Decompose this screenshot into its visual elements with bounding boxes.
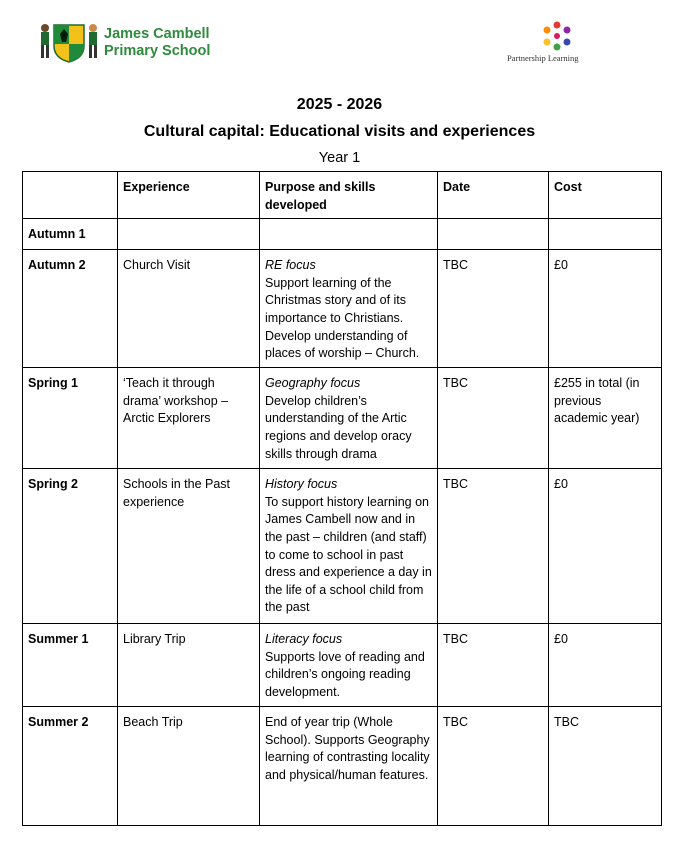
experience-cell: ‘Teach it through drama’ workshop – Arctic Explorers — [118, 368, 260, 469]
column-header-experience: Experience — [118, 172, 260, 219]
visits-table — [22, 171, 662, 826]
purpose-text: To support history learning on James Cambell now and in the past – children (and staff) to come to school in past dress and experience a day in the life of a school child from the past — [265, 494, 432, 615]
cost-cell: £255 in total (in previous academic year) — [549, 368, 662, 469]
column-header-date: Date — [438, 172, 549, 219]
cost-cell: TBC — [549, 707, 662, 826]
date-cell: TBC — [438, 707, 549, 826]
partner-name: Partnership Learning — [507, 53, 579, 63]
date-cell: TBC — [438, 624, 549, 707]
focus-label: History focus — [265, 477, 338, 492]
page-header — [0, 0, 679, 80]
school-crest-icon — [36, 20, 102, 64]
date-cell: TBC — [438, 250, 549, 368]
school-name — [104, 26, 210, 60]
column-header-purpose: Purpose and skills developed — [260, 172, 438, 219]
table-row — [23, 624, 662, 707]
purpose-cell — [260, 368, 438, 469]
term-cell: Autumn 2 — [23, 250, 118, 368]
column-header-cost: Cost — [549, 172, 662, 219]
focus-label: RE focus — [265, 258, 316, 273]
table-row — [23, 469, 662, 624]
date-cell — [438, 219, 549, 250]
term-cell: Summer 2 — [23, 707, 118, 826]
focus-label: Literacy focus — [265, 632, 343, 647]
purpose-text: Develop children’s understanding of the Artic regions and develop oracy skills through drama — [265, 393, 412, 461]
cost-cell: £0 — [549, 624, 662, 707]
term-cell: Spring 1 — [23, 368, 118, 469]
focus-label: Geography focus — [265, 376, 361, 391]
term-cell: Summer 1 — [23, 624, 118, 707]
experience-cell: Church Visit — [118, 250, 260, 368]
page-title: Cultural capital: Educational visits and experiences — [143, 123, 536, 140]
purpose-cell — [260, 219, 438, 250]
purpose-text: End of year trip (Whole School). Supports Geography learning of contrasting locality and physical/human features. — [265, 715, 430, 782]
experience-cell: Library Trip — [118, 624, 260, 707]
term-cell: Autumn 1 — [23, 219, 118, 250]
table-row — [23, 368, 662, 469]
date-cell: TBC — [438, 368, 549, 469]
table-row — [23, 219, 662, 250]
table-row — [23, 707, 662, 826]
table-row — [23, 250, 662, 368]
year-range: 2025 - 2026 — [296, 96, 383, 113]
purpose-text: Supports love of reading and children’s ongoing reading development. — [265, 649, 425, 699]
cost-cell — [549, 219, 662, 250]
experience-cell — [118, 219, 260, 250]
date-cell: TBC — [438, 469, 549, 624]
experience-cell: Schools in the Past experience — [118, 469, 260, 624]
page-subtitle: Year 1 — [318, 150, 361, 166]
cost-cell: £0 — [549, 469, 662, 624]
table-header-row — [23, 172, 662, 219]
purpose-cell — [260, 250, 438, 368]
purpose-cell — [260, 624, 438, 707]
cost-cell: £0 — [549, 250, 662, 368]
school-name-line2: Primary School — [104, 43, 211, 59]
column-header-term — [23, 172, 118, 219]
purpose-cell — [260, 707, 438, 826]
experience-cell: Beach Trip — [118, 707, 260, 826]
school-name-line1: James Cambell — [104, 26, 210, 42]
purpose-cell — [260, 469, 438, 624]
purpose-text: Support learning of the Christmas story and of its importance to Christians. Develop understanding of places of worship – Church. — [265, 275, 420, 361]
term-cell: Spring 2 — [23, 469, 118, 624]
people-circle-icon — [540, 20, 574, 52]
